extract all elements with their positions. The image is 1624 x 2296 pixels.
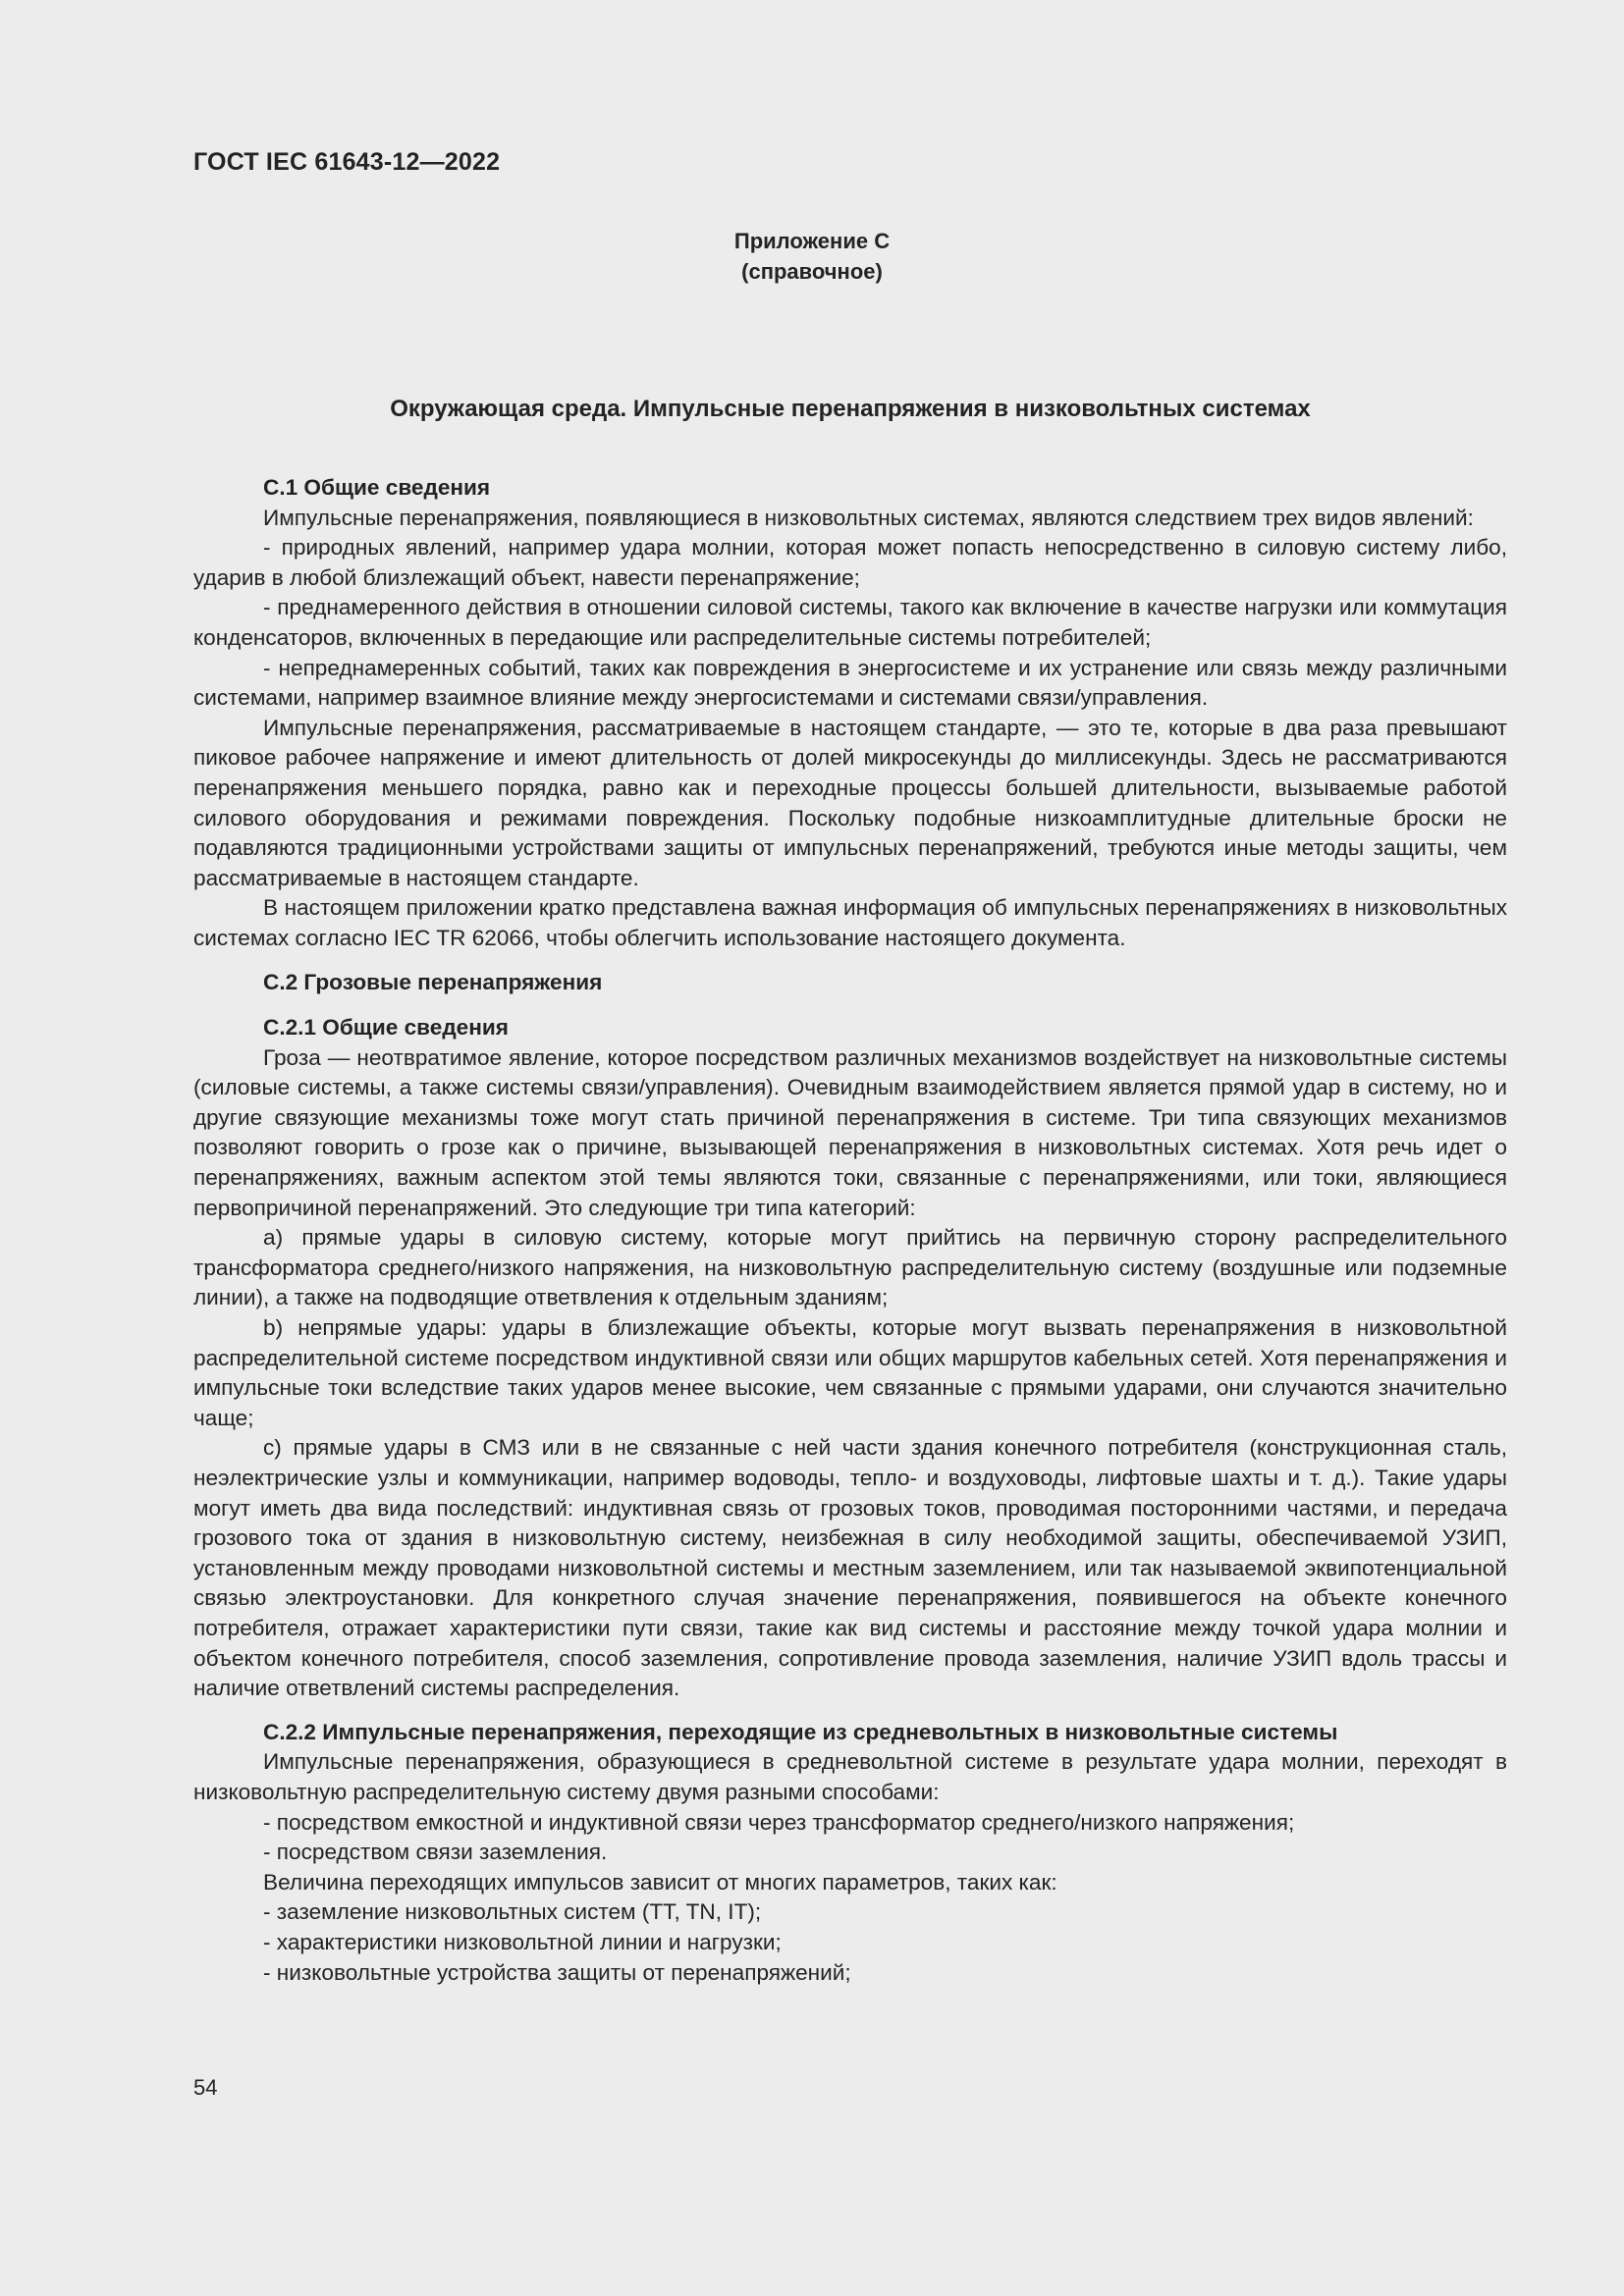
bullet-item: - посредством связи заземления.: [263, 1840, 608, 1865]
bullet-item: - непреднамеренных событий, таких как повреждения в энергосистеме и их устранение или связь между различными системами, например взаимное влияние между энергосистемами и системами связи/управления.: [193, 655, 1507, 711]
list-item-c: c) прямые удары в СМЗ или в не связанные с ней части здания конечного потребителя (конструкционная сталь, неэлектрические узлы и коммуникации, например водоводы, тепло- и воздуховоды, лифтовые шахты и т. д.). Такие удары могут иметь два вида последствий: индуктивная связь от грозовых токов, проводимая посторонними частями, и передача грозового тока от здания в низковольтную систему, неизбежная в силу необходимой защиты, обеспечиваемой УЗИП, установленным между проводами низковольтной системы и местным заземлением, или так называемой эквипотенциальной связью электроустановки. Для конкретного случая значение перенапряжения, появившегося на объекте конечного потребителя, отражает характеристики пути связи, такие как вид системы и расстояние между точкой удара молнии и объектом конечного потребителя, способ заземления, сопротивление провода заземления, наличие УЗИП вдоль трассы и наличие ответвлений системы распределения.: [193, 1435, 1507, 1701]
section-heading-c1: С.1 Общие сведения: [263, 475, 491, 500]
paragraph: Величина переходящих импульсов зависит от многих параметров, таких как:: [263, 1869, 1057, 1895]
annex-heading: [0, 226, 1624, 287]
annex-status: (справочное): [741, 259, 883, 284]
bullet-item: - низковольтные устройства защиты от перенапряжений;: [263, 1959, 851, 1985]
main-title: Окружающая среда. Импульсные перенапряжения в низковольтных системах: [390, 396, 1311, 422]
bullet-item: - заземление низковольтных систем (TT, TN, IT);: [263, 1899, 762, 1925]
subsection-heading-c22: С.2.2 Импульсные перенапряжения, переходящие из средневольтных в низковольтные системы: [263, 1719, 1338, 1744]
list-item-b: b) непрямые удары: удары в близлежащие объекты, которые могут вызвать перенапряжения в низковольтной распределительной системе посредством индуктивной связи или общих маршрутов кабельных сетей. Хотя перенапряжения и импульсные токи вследствие таких ударов менее высокие, чем связанные с прямыми ударами, они случаются значительно чаще;: [193, 1315, 1507, 1430]
paragraph: В настоящем приложении кратко представлена важная информация об импульсных перенапряжениях в низковольтных системах согласно IEC TR 62066, чтобы облегчить использование настоящего документа.: [193, 895, 1507, 950]
bullet-item: - характеристики низковольтной линии и нагрузки;: [263, 1929, 782, 1954]
bullet-item: - преднамеренного действия в отношении силовой системы, такого как включение в качестве нагрузки или коммутация конденсаторов, включенных в передающие или распределительные системы потребителей;: [193, 595, 1507, 650]
bullet-item: - природных явлений, например удара молнии, которая может попасть непосредственно в силовую систему либо, ударив в любой близлежащий объект, навести перенапряжение;: [193, 535, 1507, 590]
paragraph: Импульсные перенапряжения, рассматриваемые в настоящем стандарте, — это те, которые в два раза превышают пиковое рабочее напряжение и имеют длительность от долей микросекунды до миллисекунды. Здесь не рассматриваются перенапряжения меньшего порядка, равно как и переходные процессы большей длительности, вызываемые работой силового оборудования и режимами повреждения. Поскольку подобные низкоамплитудные длительные броски не подавляются традиционными устройствами защиты от импульсных перенапряжений, требуются иные методы защиты, чем рассматриваемые в настоящем стандарте.: [193, 715, 1507, 890]
page-number: 54: [193, 2075, 218, 2100]
section-heading-c2: С.2 Грозовые перенапряжения: [263, 969, 603, 994]
bullet-item: - посредством емкостной и индуктивной связи через трансформатор среднего/низкого напряжения;: [263, 1809, 1295, 1835]
paragraph: Импульсные перенапряжения, появляющиеся в низковольтных системах, являются следствием трех видов явлений:: [263, 505, 1474, 530]
paragraph: Гроза — неотвратимое явление, которое посредством различных механизмов воздействует на низковольтные системы (силовые системы, а также системы связи/управления). Очевидным взаимодействием является прямой удар в систему, но и другие связующие механизмы тоже могут стать причиной перенапряжения в системе. Три типа связующих механизмов позволяют говорить о грозе как о причине, вызывающей перенапряжения в низковольтных системах. Хотя речь идет о перенапряжениях, важным аспектом этой темы являются токи, связанные с перенапряжениями, или токи, являющиеся первопричиной перенапряжений. Это следующие три типа категорий:: [193, 1044, 1507, 1220]
paragraph: Импульсные перенапряжения, образующиеся в средневольтной системе в результате удара молнии, переходят в низковольтную распределительную систему двумя разными способами:: [193, 1749, 1507, 1804]
list-item-a: a) прямые удары в силовую систему, которые могут прийтись на первичную сторону распределительного трансформатора среднего/низкого напряжения, на низковольтную распределительную систему (воздушные или подземные линии), а также на подводящие ответвления к отдельным зданиям;: [193, 1225, 1507, 1310]
document-body: [193, 473, 1507, 1988]
subsection-heading-c21: С.2.1 Общие сведения: [263, 1015, 509, 1041]
annex-title: Приложение С: [733, 229, 891, 253]
standard-header: ГОСТ IEC 61643-12—2022: [193, 148, 501, 176]
